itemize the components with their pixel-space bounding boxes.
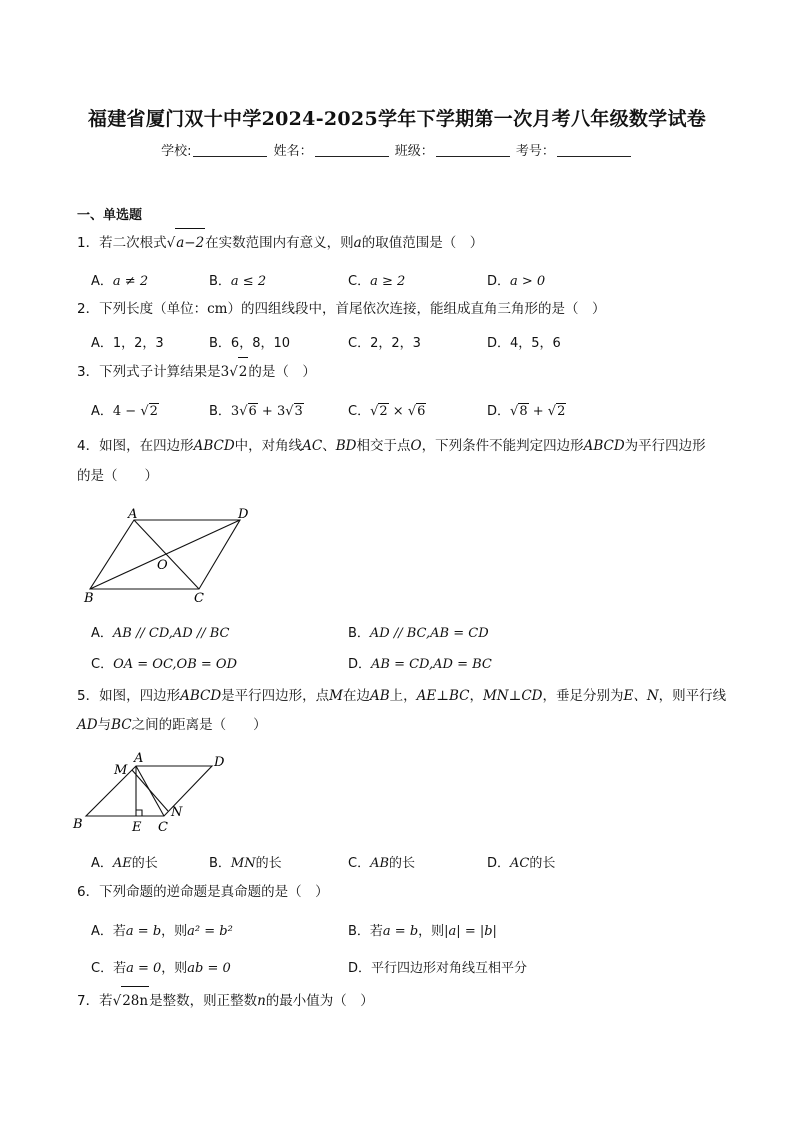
q4-option-c[interactable] [91,653,237,672]
q3-stem: 3．下列式子计算结果是 [77,364,221,380]
q4-text: ，下列条件不能判定四边形 [421,438,584,454]
option-math: AC [510,856,530,871]
q5-option-c[interactable] [348,852,415,871]
label-a: A [128,507,138,522]
option-math: AB [370,856,390,871]
q3-option-a[interactable] [91,400,159,419]
q5-option-a[interactable] [91,852,158,871]
q3-stem-2: 的是（ ） [248,364,316,380]
option-math: AB = CD,AD = BC [371,657,492,672]
option-radicand: 2 [379,404,388,419]
option-text: 的长 [529,856,556,871]
option-text: B．若 [348,924,383,939]
class-blank[interactable] [436,143,510,157]
label-e: E [132,820,142,835]
q4-math: ABCD [193,438,235,454]
q7-text: 7．若 [77,993,113,1009]
class-label: 班级： [394,144,434,159]
option-letter: C． [348,404,371,419]
option-text: 的长 [389,856,416,871]
option-letter: D． [487,274,511,289]
q5-option-b[interactable] [209,852,282,871]
q6-option-c[interactable] [91,957,231,976]
sqrt-symbol: √ [166,235,176,251]
option-radicand: 2 [557,404,566,419]
option-math: a² = b² [187,924,233,939]
name-blank[interactable] [315,143,389,157]
option-text: ，则 [161,924,188,939]
diagonal-ac [134,520,199,589]
number-label: 考号： [515,144,555,159]
school-blank[interactable] [193,143,267,157]
q5-text: ，则平行线 [658,688,727,704]
option-letter: B． [209,856,231,871]
section-heading: 一、单选题 [77,208,143,223]
q2-option-b[interactable]: B．6，8，10 [209,336,291,351]
q5-text: 5．如图，四边形 [77,688,181,704]
q4-text: 4．如图，在四边形 [77,438,194,454]
parallelogram-perpendicular-figure [70,746,240,840]
q3-radicand: 2 [238,357,249,387]
perpendicular-mn [132,770,168,811]
q4-text: 为平行四边形 [624,438,706,454]
option-math: a = 0 [126,961,162,976]
q1-var: a [353,235,362,251]
q3-option-d[interactable] [487,400,566,419]
option-math: a ≤ 2 [230,274,267,289]
sqrt-symbol: √ [285,404,294,419]
option-math: a = b [125,924,162,939]
option-letter: C． [348,856,371,871]
q7-text: 是整数，则正整数 [149,993,258,1009]
q5-math: M [329,688,343,704]
q4-math: ABCD [583,438,625,454]
q1-option-c[interactable] [348,270,405,289]
q5-text: ， [469,688,483,704]
q5-math: AD [77,717,98,733]
label-o: O [157,558,168,573]
question-6: 6．下列命题的逆命题是真命题的是（ ） [77,884,329,900]
q6-option-d[interactable]: D．平行四边形对角线互相平分 [348,961,528,976]
q4-option-b[interactable] [348,622,489,641]
q5-text: 之间的距离是（ ） [131,717,267,733]
q1-option-d[interactable] [487,270,545,289]
q2-option-c[interactable]: C．2，2，3 [348,336,421,351]
option-letter: B． [209,274,231,289]
q5-math: E、N [623,688,659,704]
q5-text: ，垂足分别为 [542,688,624,704]
q3-option-c[interactable] [348,400,426,419]
q5-math: ABCD [180,688,222,704]
option-text: 的长 [131,856,158,871]
question-1 [77,228,727,258]
option-letter: D． [348,657,372,672]
option-letter: A． [91,274,113,289]
option-math: a > 0 [510,274,546,289]
question-4-line-2: 的是（ ） [77,468,158,484]
option-math: |a| = |b| [444,924,497,939]
option-math: a ≠ 2 [112,274,149,289]
q5-math: MN⊥CD [482,688,543,704]
q5-text: 在边 [343,688,370,704]
q4-math: BD [335,438,357,454]
q5-text: 上， [389,688,417,704]
option-letter: A． [91,856,113,871]
option-letter: C． [91,657,114,672]
q5-option-d[interactable] [487,852,555,871]
q5-math: AB [370,688,390,704]
option-math: a = b [382,924,419,939]
question-7 [77,986,727,1016]
q3-option-b[interactable] [209,400,304,419]
option-letter: A． [91,626,113,641]
option-letter: B． [348,626,370,641]
option-math: 3 [230,404,240,419]
label-d: D [238,507,249,522]
q7-radicand: 28n [121,986,149,1016]
q4-text: 中，对角线 [234,438,303,454]
sqrt-symbol: √ [370,404,379,419]
option-letter: D． [487,856,511,871]
sqrt-symbol: √ [112,993,122,1009]
option-math: AD // BC,AB = CD [369,626,489,641]
option-math: + [528,404,548,419]
q4-option-a[interactable] [91,622,230,641]
question-4 [77,432,727,461]
label-b: B [73,817,83,832]
question-2 [77,295,727,324]
label-b: B [84,591,94,605]
q1-option-b[interactable] [209,270,266,289]
student-info-line [0,140,794,159]
option-radicand: 8 [519,404,528,419]
right-angle-e [136,810,142,816]
q1-option-a[interactable] [91,270,148,289]
school-label: 学校: [161,144,192,159]
option-radicand: 6 [248,404,257,419]
number-blank[interactable] [557,143,631,157]
name-label: 姓名： [273,144,313,159]
parallelogram-abcd [86,766,212,816]
option-math: AB // CD,AD // BC [112,626,230,641]
label-n: N [171,805,183,820]
q4-text: 相交于点 [356,438,411,454]
label-c: C [158,820,168,835]
q5-text: 与 [97,717,112,733]
sqrt-symbol: √ [140,404,149,419]
q2-option-d[interactable]: D．4，5，6 [487,336,561,351]
option-text: A．若 [91,924,126,939]
sqrt-symbol: √ [229,364,238,380]
option-math: ab = 0 [187,961,231,976]
option-letter: B． [209,404,231,419]
question-5 [77,682,727,711]
q1-stem-2: 在实数范围内有意义，则 [205,235,354,251]
label-c: C [194,591,204,605]
q4-math: AC [302,438,323,454]
label-a: A [134,751,144,766]
option-math: MN [230,856,256,871]
option-text: C．若 [91,961,127,976]
question-3 [77,357,727,387]
q7-text: 的最小值为（ ） [265,993,374,1009]
option-math: a ≥ 2 [370,274,406,289]
q2-stem: 2．下列长度（单位： [77,301,208,317]
q2-unit: cm [207,301,228,317]
option-text: 的长 [255,856,282,871]
option-letter: A． [91,404,113,419]
question-5-line-2 [77,711,727,740]
option-math: AE [112,856,132,871]
sqrt-symbol: √ [239,404,248,419]
option-letter: C． [348,274,371,289]
option-radicand: 3 [294,404,303,419]
exam-title: 福建省厦门双十中学2024-2025学年下学期第一次月考八年级数学试卷 [87,108,707,130]
q1-stem-3: 的取值范围是（ ） [361,235,484,251]
q6-option-a[interactable] [91,920,233,939]
q1-stem: 1．若二次根式 [77,235,167,251]
option-letter: D． [487,404,511,419]
option-radicand: 2 [149,404,158,419]
label-d: D [214,755,225,770]
q6-option-b[interactable] [348,920,497,939]
q2-stem-2: ）的四组线段中，首尾依次连接，能组成直角三角形的是（ ） [227,301,606,317]
label-m: M [114,763,128,778]
option-radicand: 6 [417,404,426,419]
sqrt-symbol: √ [510,404,519,419]
parallelogram-figure [80,503,260,605]
option-text: ，则 [161,961,188,976]
option-math: × [388,404,408,419]
q4-math: O [410,438,422,454]
sqrt-symbol: √ [407,404,417,419]
q5-text: 是平行四边形，点 [221,688,330,704]
q1-radicand: a−2 [175,228,205,258]
option-math: 4 − [112,404,141,419]
option-math: + 3 [257,404,286,419]
q2-option-a[interactable]: A．1，2，3 [91,336,164,351]
q4-option-d[interactable] [348,653,492,672]
option-text: ，则 [418,924,445,939]
q4-text: 、 [322,438,336,454]
q7-var: n [257,993,266,1009]
option-math: OA = OC,OB = OD [113,657,238,672]
q5-math: BC [111,717,132,733]
q5-math: AE⊥BC [416,688,470,704]
sqrt-symbol: √ [547,404,557,419]
q3-coef: 3 [220,364,230,380]
